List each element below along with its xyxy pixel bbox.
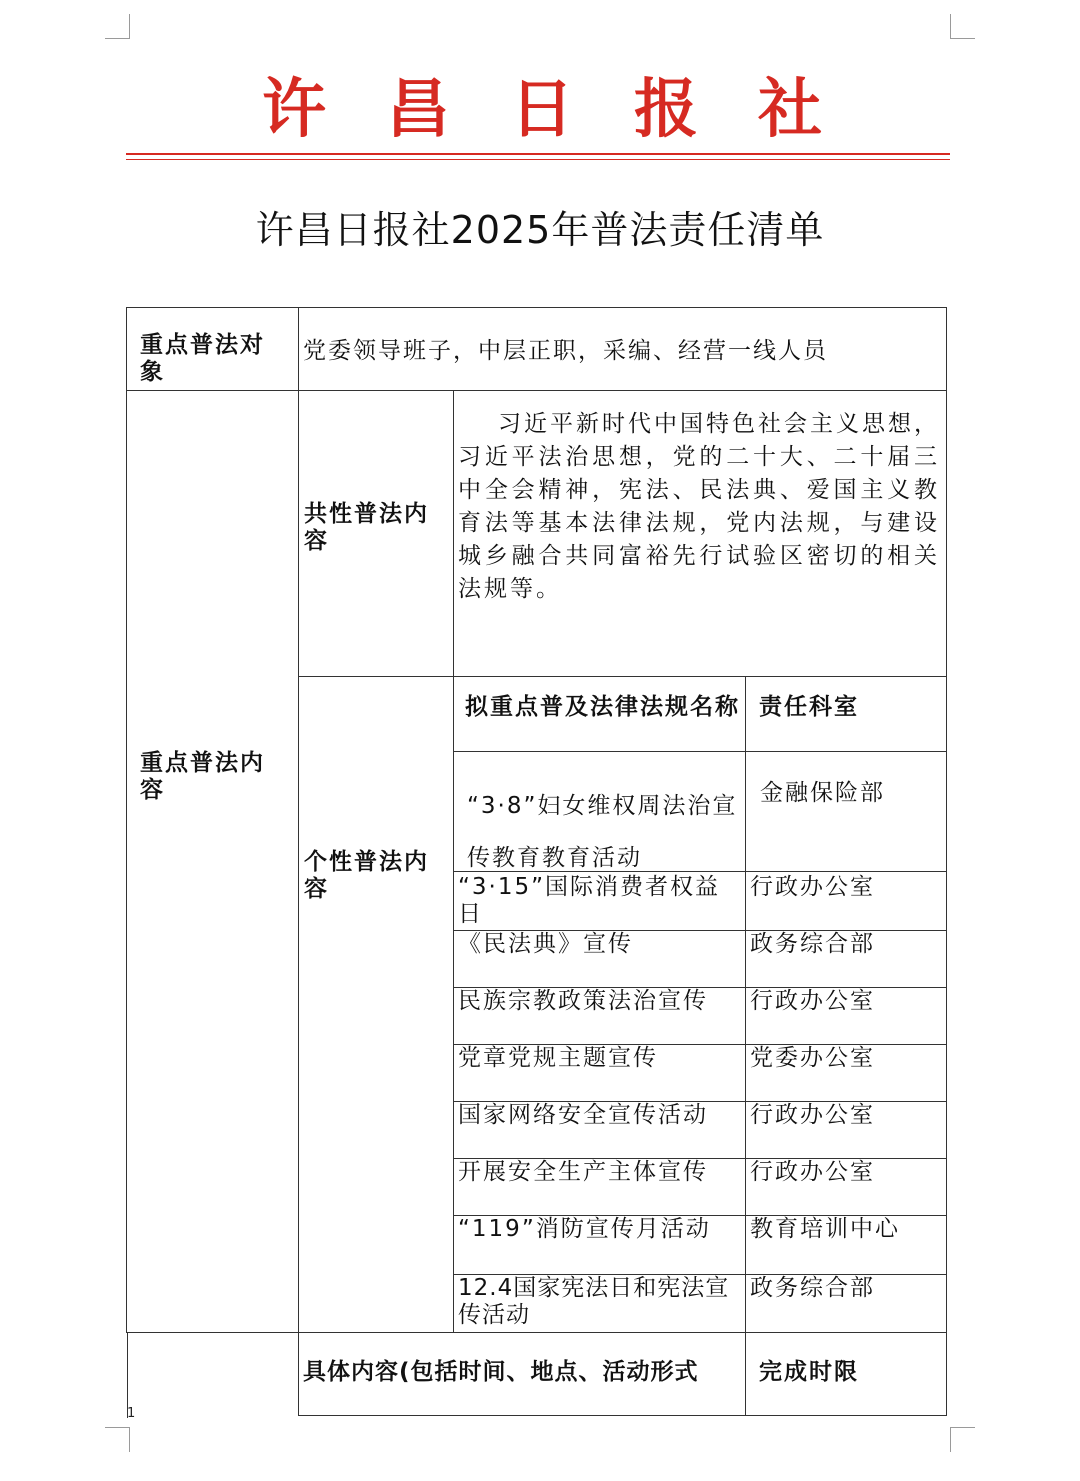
- table-row-dept: [745, 1101, 947, 1159]
- table-row-dept: [745, 1158, 947, 1216]
- table-row-dept: [745, 987, 947, 1045]
- table-row: [453, 1101, 746, 1159]
- target-label: 重点普法对象: [140, 332, 265, 385]
- bottom-content-header-cell: [298, 1332, 746, 1416]
- dept-cell: 党委办公室: [750, 1045, 875, 1071]
- common-label-cell: [298, 390, 454, 677]
- table-row-dept: [745, 1274, 947, 1333]
- law-name-cell: 国家网络安全宣传活动: [458, 1102, 708, 1128]
- table-row: [453, 1274, 746, 1333]
- table-divider: [126, 1332, 299, 1333]
- bottom-content-header: 具体内容(包括时间、地点、活动形式: [303, 1359, 699, 1385]
- table-row: [453, 1044, 746, 1102]
- page-number: 1: [127, 1406, 136, 1421]
- crop-mark-top-right: [950, 14, 975, 39]
- masthead-char: 昌: [386, 72, 450, 147]
- dept-cell: 政务综合部: [750, 1275, 875, 1301]
- law-name-header: 拟重点普及法律法规名称: [465, 694, 740, 720]
- dept-cell: 行政办公室: [750, 1102, 875, 1128]
- individual-label: 个性普法内容: [304, 849, 429, 902]
- masthead-rule-thin: [126, 159, 950, 160]
- dept-cell: 教育培训中心: [750, 1216, 900, 1242]
- table-row: [453, 871, 746, 931]
- masthead-char: 许: [262, 72, 326, 147]
- common-text: 习近平新时代中国特色社会主义思想，习近平法治思想，党的二十大、二十届三中全会精神，宪法、民法典、爱国主义教育法等基本法律法规，党内法规，与建设城乡融合共同富裕先行试验区密切的相关法规等。: [458, 411, 940, 602]
- table-row: [453, 987, 746, 1045]
- masthead-char: 日: [510, 72, 574, 147]
- law-name-cell: “3·8”妇女维权周法治宣传教育教育活动: [467, 793, 738, 871]
- law-name-cell: “119”消防宣传月活动: [458, 1216, 711, 1242]
- content-label-cell: [126, 390, 299, 1333]
- dept-cell: 行政办公室: [750, 1159, 875, 1185]
- table-row-dept: [745, 871, 947, 931]
- newspaper-masthead: [262, 70, 822, 150]
- law-name-cell: 《民法典》宣传: [458, 931, 633, 957]
- common-text-cell: [453, 390, 947, 677]
- law-name-header-cell: [453, 676, 746, 752]
- dept-cell: 金融保险部: [760, 780, 885, 806]
- content-label: 重点普法内容: [140, 750, 265, 803]
- crop-mark-top-left: [105, 14, 130, 39]
- dept-cell: 行政办公室: [750, 874, 875, 900]
- masthead-char: 报: [634, 72, 698, 147]
- law-name-cell: “3·15”国际消费者权益日: [458, 874, 721, 927]
- target-label-cell: [126, 307, 299, 391]
- crop-mark-bottom-right: [950, 1427, 975, 1452]
- target-value-cell: [298, 307, 947, 391]
- table-row: [453, 930, 746, 988]
- table-row-dept: [745, 1044, 947, 1102]
- table-row: [453, 1215, 746, 1275]
- bottom-deadline-header: 完成时限: [759, 1359, 859, 1385]
- dept-cell: 行政办公室: [750, 988, 875, 1014]
- crop-mark-bottom-left: [105, 1427, 130, 1452]
- table-row-dept: [745, 930, 947, 988]
- masthead-char: 社: [758, 72, 822, 147]
- table-row-dept: [745, 1215, 947, 1275]
- law-name-cell: 12.4国家宪法日和宪法宣传活动: [458, 1275, 730, 1328]
- common-label: 共性普法内容: [304, 501, 429, 554]
- dept-header-cell: [745, 676, 947, 752]
- dept-header: 责任科室: [759, 694, 859, 720]
- individual-label-cell: [298, 676, 454, 1333]
- masthead-rule: [126, 153, 950, 155]
- law-name-cell: 党章党规主题宣传: [458, 1045, 658, 1071]
- law-name-cell: 开展安全生产主体宣传: [458, 1159, 708, 1185]
- document-title: 许昌日报社2025年普法责任清单: [255, 208, 825, 252]
- target-value: 党委领导班子，中层正职，采编、经营一线人员: [303, 338, 828, 364]
- law-name-cell: 民族宗教政策法治宣传: [458, 988, 708, 1014]
- dept-cell: 政务综合部: [750, 931, 875, 957]
- table-row: [453, 751, 746, 872]
- bottom-deadline-header-cell: [745, 1332, 947, 1416]
- table-row: [453, 1158, 746, 1216]
- table-row-dept: [745, 751, 947, 872]
